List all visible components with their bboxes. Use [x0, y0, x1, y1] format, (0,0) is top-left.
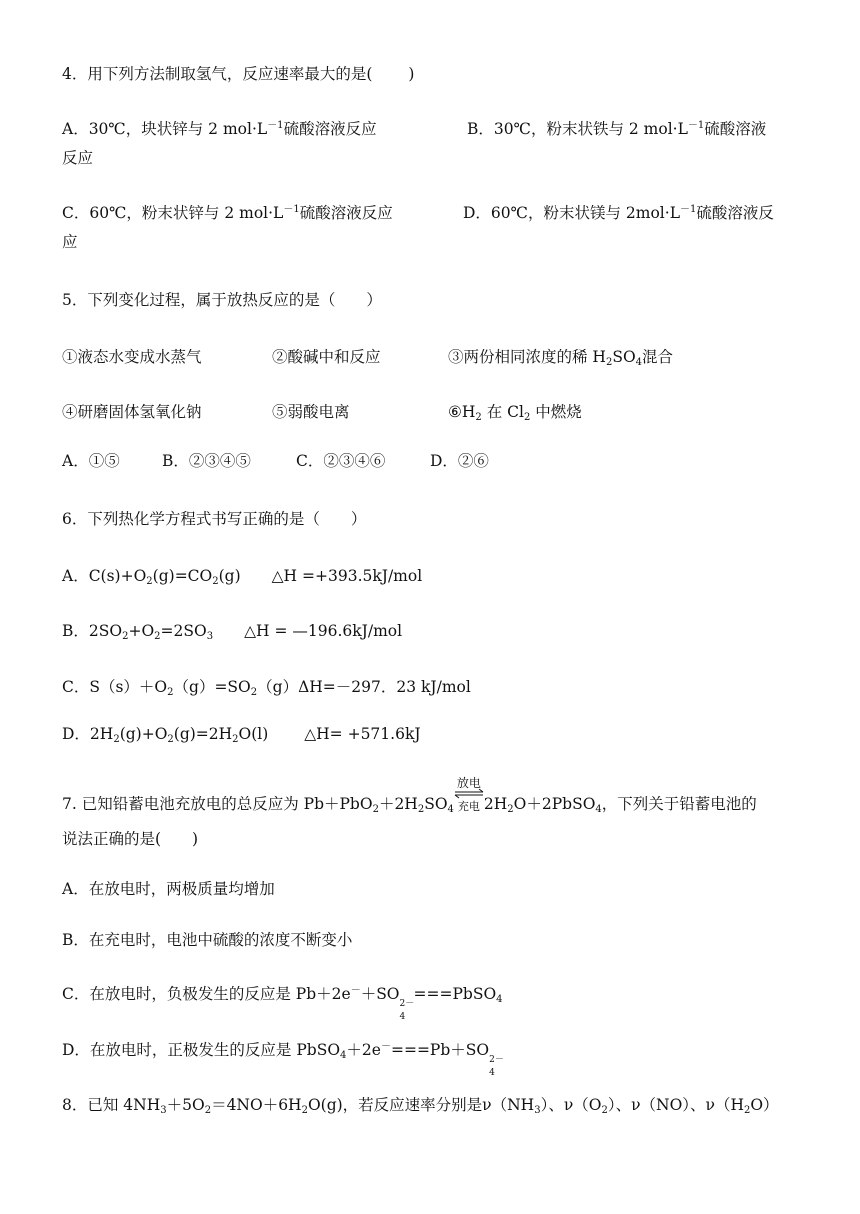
q5-item-6-b: 在 Cl [481, 403, 524, 421]
q5-option-b: B．②③④⑤ [162, 452, 251, 470]
q7-option-a: A．在放电时，两极质量均增加 [62, 880, 275, 898]
q4-option-a [62, 116, 377, 139]
q7-option-c-sub: 4 [496, 994, 503, 1005]
q7-option-c-2: ＋SO [360, 985, 400, 1003]
q7-option-c-electron-charge: － [350, 985, 361, 996]
q7-option-d-sub: 4 [340, 1050, 347, 1061]
q7-option-c-ion-charge: 2－ [399, 999, 415, 1009]
q6-option-d-sub2: 2 [167, 734, 174, 745]
q5-item-4: ④研磨固体氢氧化钠 [62, 403, 202, 421]
q5-item-6-sub-b: 2 [523, 412, 531, 423]
q6-option-d-sub3: 2 [232, 734, 239, 745]
q7-option-d [62, 1037, 504, 1078]
q6-option-d-sub1: 2 [113, 734, 120, 745]
q5-item-1: ①液态水变成水蒸气 [62, 348, 202, 366]
q4-option-d-exp: －1 [680, 204, 697, 215]
q4-option-d-text: D．60℃，粉末状镁与 2mol·L [463, 204, 680, 222]
q6-option-b [62, 621, 402, 647]
q7-option-d-3: ===Pb＋SO [390, 1041, 490, 1059]
q8-stem [62, 1095, 779, 1121]
q7-stem-3: SO [424, 795, 448, 813]
q6-option-c-1: C．S（s）＋O [62, 678, 168, 696]
reversible-arrow [454, 776, 484, 815]
q8-stem-6: ）、ν（NO）、ν（H [607, 1096, 744, 1114]
q7-stem-sub1: 2 [372, 804, 379, 815]
q5-item-2: ②酸碱中和反应 [272, 348, 381, 366]
q5-option-d: D．②⑥ [430, 452, 489, 470]
q7-stem-sub4: 2 [507, 804, 514, 815]
q7-stem-4: 2H [483, 795, 508, 813]
q4-option-b [467, 116, 766, 139]
q6-option-c-2: （g）=SO [173, 678, 251, 696]
q8-stem-5: ）、ν（O [540, 1096, 602, 1114]
q7-option-d-2: ＋2e [346, 1041, 381, 1059]
q4-option-b-tail: 硫酸溶液 [704, 120, 767, 138]
q8-stem-7: O） [750, 1096, 779, 1114]
q6-option-b-3: =2SO [160, 622, 207, 640]
arrow-bottom-label: 充电 [457, 800, 480, 813]
q7-option-b: B．在充电时，电池中硫酸的浓度不断变小 [62, 931, 353, 949]
q8-stem-sub2: 2 [204, 1105, 212, 1116]
q8-stem-1: 8．已知 4NH [62, 1096, 161, 1114]
q7-option-d-ion-charge: 2－ [489, 1055, 504, 1065]
arrow-top-label: 放电 [456, 776, 481, 790]
q4-option-d-wrap: 应 [62, 233, 78, 251]
q7-stem [62, 776, 757, 820]
q5-item-3-sub4: 4 [635, 357, 643, 368]
q8-stem-sub6: 2 [743, 1105, 751, 1116]
q6-option-b-1: B．2SO [62, 622, 123, 640]
q6-option-b-sub3: 3 [206, 631, 214, 642]
q7-stem-sub3: 4 [447, 804, 454, 815]
q4-stem: 4．用下列方法制取氢气，反应速率最大的是( ) [62, 65, 415, 83]
q6-stem: 6．下列热化学方程式书写正确的是（ ） [62, 510, 367, 528]
q6-option-b-2: +O [128, 622, 155, 640]
q8-stem-2: ＋5O [166, 1096, 205, 1114]
q7-stem-sub2: 2 [417, 804, 425, 815]
q6-option-c [62, 677, 471, 703]
q8-stem-sub4: 3 [534, 1105, 541, 1116]
q5-option-c: C．②③④⑥ [296, 452, 386, 470]
q4-option-d [463, 200, 774, 223]
q5-item-6-a: ⑥H [448, 403, 476, 421]
q8-stem-sub3: 2 [301, 1105, 308, 1116]
q6-option-c-sub2: 2 [250, 687, 258, 698]
q4-option-a-exp: －1 [267, 120, 284, 131]
q6-option-b-4: △H = —196.6kJ/mol [213, 622, 403, 640]
q6-option-b-sub1: 2 [122, 631, 129, 642]
q5-item-6 [448, 402, 582, 428]
q5-item-6-sub-a: 2 [475, 412, 482, 423]
q5-option-a: A．①⑤ [62, 452, 120, 470]
q5-item-3 [448, 347, 673, 373]
q7-option-d-1: D．在放电时，正极发生的反应是 PbSO [62, 1041, 341, 1059]
q5-stem: 5．下列变化过程，属于放热反应的是（ ） [62, 291, 382, 309]
q4-option-b-text: B．30℃，粉末状铁与 2 mol·L [467, 120, 688, 138]
q7-option-d-ion-sub: 4 [489, 1068, 495, 1078]
q5-item-5: ⑤弱酸电离 [272, 403, 350, 421]
q4-option-c [62, 200, 393, 223]
q7-stem-2: ＋2H [378, 795, 418, 813]
q5-item-3-a: ③两份相同浓度的稀 H [448, 348, 606, 366]
q7-option-c-1: C．在放电时，负极发生的反应是 Pb＋2e [62, 985, 351, 1003]
q4-option-b-wrap: 反应 [62, 149, 94, 167]
q6-option-a-sub1: 2 [146, 576, 153, 587]
q5-item-3-c: 混合 [642, 348, 674, 366]
q4-option-b-exp: －1 [687, 120, 705, 131]
q6-option-b-sub2: 2 [154, 631, 161, 642]
q6-option-c-3: （g）ΔH=－297．23 kJ/mol [257, 678, 471, 696]
q4-option-c-text: C．60℃，粉末状锌与 2 mol·L [62, 204, 284, 222]
q8-stem-4: O(g)，若反应速率分别是ν（NH [307, 1096, 535, 1114]
q6-option-a [62, 566, 422, 592]
q6-option-d-3: (g)=2H [173, 725, 233, 743]
q5-item-6-c: 中燃烧 [530, 403, 582, 421]
q6-option-a-1: A．C(s)+O [62, 567, 147, 585]
q6-option-d-4: O(l) △H= +571.6kJ [238, 725, 421, 743]
q4-option-c-exp: －1 [283, 204, 300, 215]
q6-option-a-sub2: 2 [212, 576, 219, 587]
q7-option-c-ion-sub: 4 [399, 1012, 406, 1022]
q4-option-d-tail: 硫酸溶液反 [696, 204, 774, 222]
q4-option-c-tail: 硫酸溶液反应 [299, 204, 393, 222]
q4-option-a-text: A．30℃，块状锌与 2 mol·L [62, 120, 268, 138]
q8-stem-sub1: 3 [160, 1105, 167, 1116]
q6-option-a-2: (g)=CO [152, 567, 213, 585]
q7-stem-wrap: 说法正确的是( ) [62, 830, 199, 848]
q7-stem-5: O＋2PbSO [513, 795, 596, 813]
q6-option-d-2: (g)+O [119, 725, 168, 743]
q7-stem-1: 7. 已知铅蓄电池充放电的总反应为 Pb＋PbO [62, 795, 373, 813]
q4-option-a-tail: 硫酸溶液反应 [283, 120, 377, 138]
q8-stem-3: ＝4NO＋6H [211, 1096, 302, 1114]
q7-stem-6: ，下列关于铅蓄电池的 [601, 795, 757, 813]
q5-item-3-b: SO [612, 348, 636, 366]
q7-option-d-electron-charge: － [380, 1041, 391, 1052]
q6-option-d [62, 724, 421, 750]
q7-option-c [62, 981, 503, 1022]
q6-option-d-1: D．2H [62, 725, 114, 743]
q6-option-a-3: (g) △H =+393.5kJ/mol [218, 567, 423, 585]
q8-stem-sub5: 2 [601, 1105, 608, 1116]
q5-item-3-sub2: 2 [605, 357, 613, 368]
q7-stem-sub5: 4 [595, 804, 602, 815]
q7-option-c-3: ===PbSO [413, 985, 497, 1003]
q6-option-c-sub1: 2 [167, 687, 174, 698]
